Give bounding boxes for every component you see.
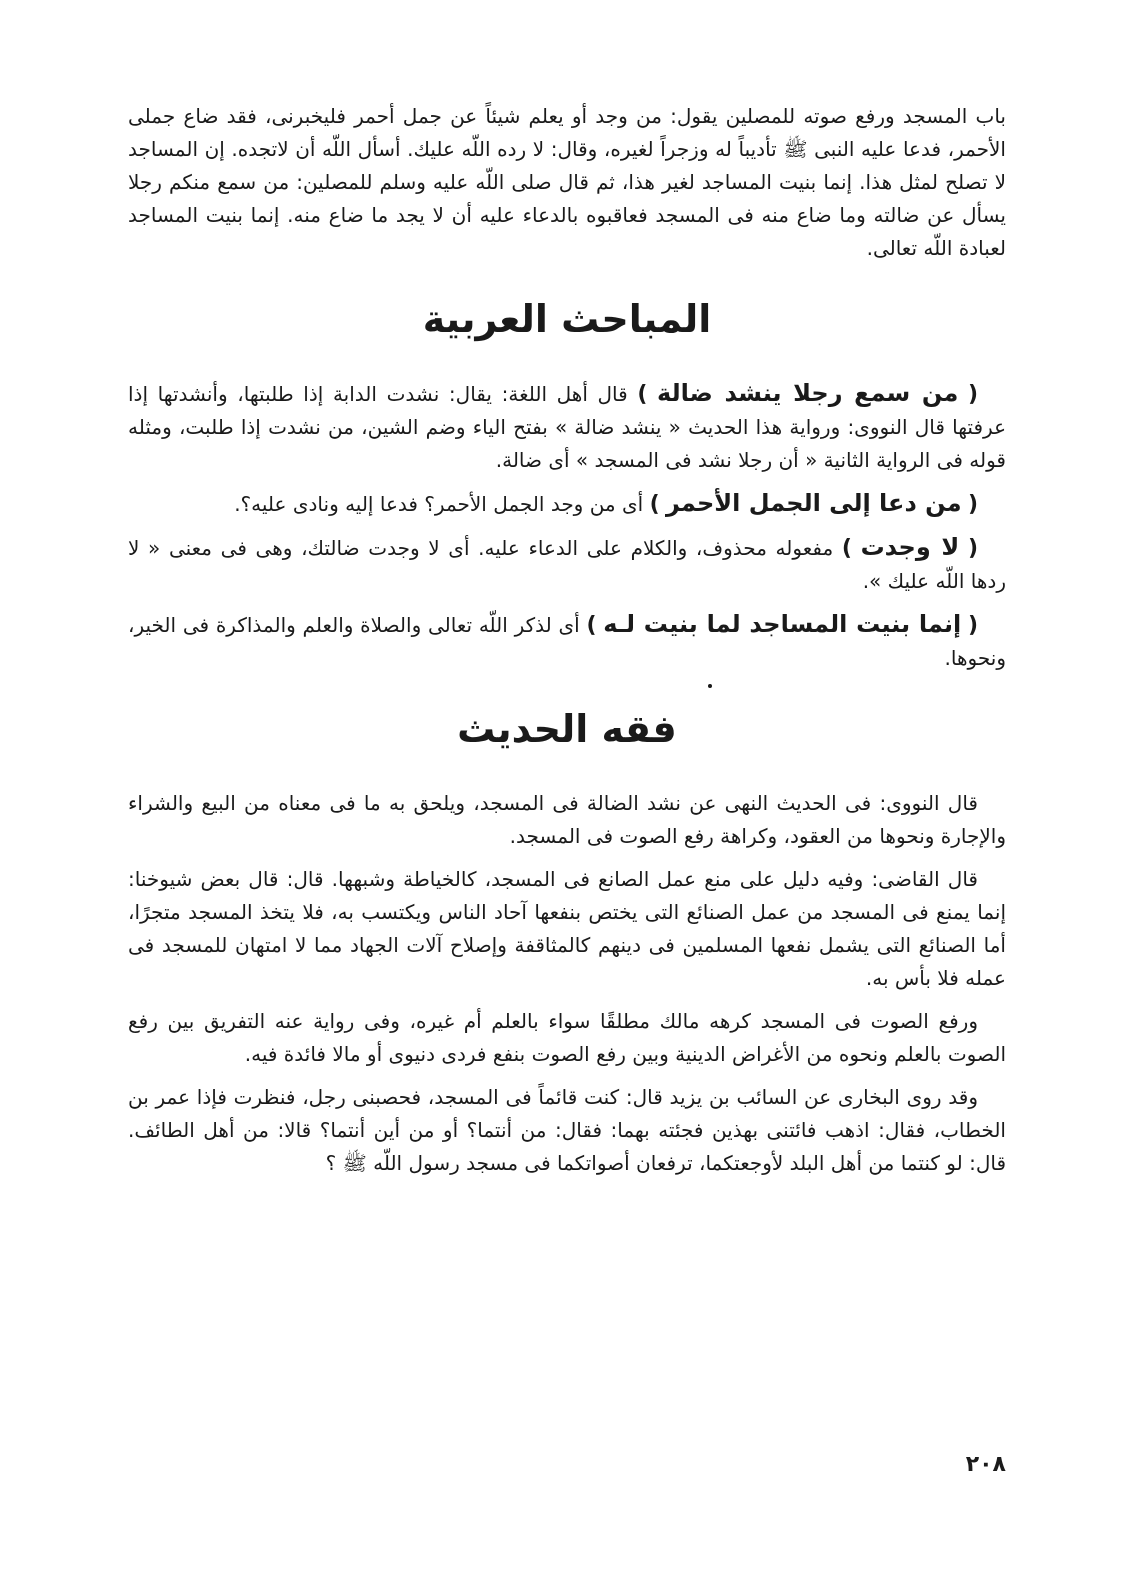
open-paren: ( (967, 382, 979, 407)
section-heading-hadith-fiqh: فقه الحديث (457, 707, 677, 751)
gloss-item (128, 377, 1006, 477)
close-paren: ) (841, 536, 852, 561)
gloss-item (128, 487, 1006, 521)
gloss-term: إنما بنيت المساجد لما بنيت لـه (603, 610, 962, 638)
fiqh-paragraph: قال القاضى: وفيه دليل على منع عمل الصانع فى المسجد، كالخياطة وشبهها. قال: قال بعض شيوخنا: إنما يمنع فى المسجد من عمل الصنائع التى يختص بنفعها آحاد الناس ويكتسب به، فلا يتخذ المسجد متجرًا، أما الصنائع التى يشمل نفعها المسلمين فى دينهم كالمثاقفة وإصلاح آلات الجهاد مما لا امتهان للمسجد فى عمله فلا بأس به. (128, 867, 1006, 990)
page-number: ٢٠٨ (965, 1452, 1006, 1477)
gloss-term: لا وجدت (860, 533, 960, 561)
close-paren: ) (649, 492, 660, 517)
fiqh-paragraph: وقد روى البخارى عن السائب بن يزيد قال: كنت قائماً فى المسجد، فحصبنى رجل، فنظرت فإذا عمر بن الخطاب، فقال: اذهب فائتنى بهذين فجئته بهما: فقال: من أنتما؟ أو من أين أنتما؟ قالا: من أهل الطائف. قال: لو كنتما من أهل البلد لأوجعتكما، ترفعان أصواتكما فى مسجد رسول اللّه ﷺ ؟ (128, 1085, 1006, 1175)
gloss-item (128, 531, 1006, 598)
open-paren: ( (967, 536, 978, 561)
intro-paragraph: باب المسجد ورفع صوته للمصلين يقول: من وجد أو يعلم شيئاً عن جمل أحمر فليخبرنى، فقد ضاع جملى الأحمر، فدعا عليه النبى ﷺ تأديباً له وزجراً لغيره، وقال: لا رده اللّه عليك. أسأل اللّه أن لاتجده. إن المساجد لا تصلح لمثل هذا. إنما بنيت المساجد لغير هذا، ثم قال صلى اللّه عليه وسلم للمصلين: من سمع منكم رجلا يسأل عن ضالته وما ضاع منه فى المسجد فعاقبوه بالدعاء عليه أن لا يجد ما ضاع منه. إنما بنيت المساجد لعبادة اللّه تعالى. (128, 104, 1006, 260)
open-paren: ( (967, 492, 978, 517)
page-body (128, 100, 1006, 1190)
close-paren: ) (586, 613, 597, 638)
gloss-term: من دعا إلى الجمل الأحمر (665, 489, 962, 517)
section-heading-arabic-studies: المباحث العربية (422, 297, 712, 341)
gloss-text: أى لذكر اللّه تعالى والصلاة والعلم والمذاكرة فى الخير، ونحوها. (128, 613, 1006, 670)
fiqh-paragraph: قال النووى: فى الحديث النهى عن نشد الضالة فى المسجد، ويلحق به ما فى معناه من البيع والشراء والإجارة ونحوها من العقود، وكراهة رفع الصوت فى المسجد. (128, 791, 1006, 848)
gloss-text: أى من وجد الجمل الأحمر؟ فدعا إليه ونادى عليه؟. (234, 492, 644, 516)
fiqh-paragraph: ورفع الصوت فى المسجد كرهه مالك مطلقًا سواء بالعلم أم غيره، وفى رواية عنه التفريق بين رفع الصوت بالعلم ونحوه من الأغراض الدينية وبين رفع الصوت بنفع فردى دنيوى أو مالا فائدة فيه. (128, 1009, 1006, 1066)
gloss-text: مفعوله محذوف، والكلام على الدعاء عليه. أى لا وجدت ضالتك، وهى فى معنى « لا ردها اللّه عليك ». (128, 536, 1006, 593)
print-speck (708, 684, 712, 688)
close-paren: ) (637, 382, 648, 407)
gloss-text: قال أهل اللغة: يقال: نشدت الدابة إذا طلبتها، وأنشدتها إذا عرفتها قال النووى: ورواية هذا الحديث « ينشد ضالة » بفتح الياء وضم الشين، من نشدت إذا طلبت، ومثله قوله فى الرواية الثانية « أن رجلا نشد فى المسجد » أى ضالة. (128, 382, 1006, 472)
gloss-item (128, 608, 1006, 675)
open-paren: ( (967, 613, 979, 638)
gloss-term: من سمع رجلا ينشد ضالة (657, 379, 959, 407)
